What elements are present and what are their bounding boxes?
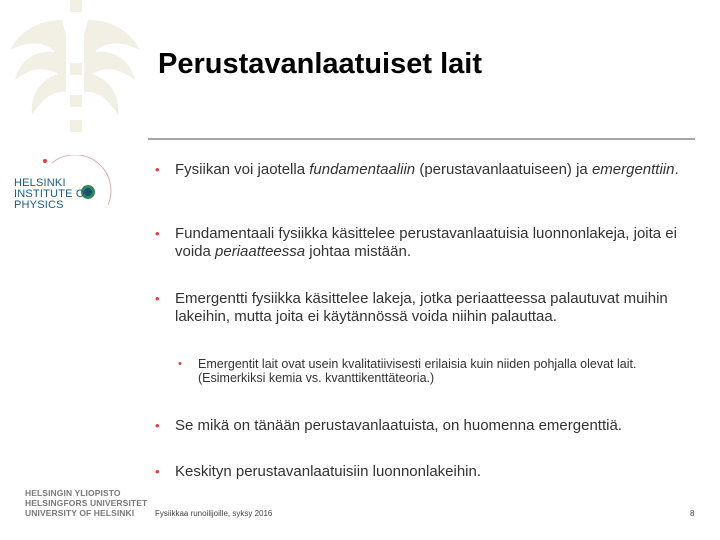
bullet-marker: • bbox=[155, 226, 160, 241]
bullet-3 bbox=[155, 290, 700, 326]
bullet-marker: • bbox=[155, 291, 160, 306]
bullet-5 bbox=[155, 463, 700, 481]
bullet-3-text: Emergentti fysiikka käsittelee lakeja, jotka periaatteessa palautuvat muihin lakeihin, mutta joita ei käytännössä voida niihin palauttaa. bbox=[175, 290, 668, 325]
bullet-1 bbox=[155, 161, 700, 179]
bullet-4 bbox=[155, 417, 700, 435]
bullet-2-text: Fundamentaali fysiikka käsittelee perustavanlaatuisia luonnonlakeja, joita ei voida periaatteessa johtaa mistään. bbox=[175, 225, 677, 260]
hip-logo-line-1: HELSINKI bbox=[14, 177, 66, 189]
bullet-4-text: Se mikä on tänään perustavanlaatuista, on huomenna emergenttiä. bbox=[175, 417, 622, 434]
sub-bullet-1-text: Emergentit lait ovat usein kvalitatiivisesti erilaisia kuin niiden pohjalla olevat lait. (Esimerkiksi kemia vs. kvanttikenttäteoria.) bbox=[198, 357, 637, 385]
bullet-1-text: Fysiikan voi jaotella fundamentaaliin (perustavanlaatuiseen) ja emergenttiin. bbox=[175, 161, 679, 178]
footer-text: Fysiikkaa runoilijoille, syksy 2016 bbox=[155, 509, 273, 518]
bullet-marker: • bbox=[155, 418, 160, 433]
bullet-5-text: Keskityn perustavanlaatuisiin luonnonlakeihin. bbox=[175, 463, 482, 480]
bullet-marker: • bbox=[155, 162, 160, 177]
university-flame-logo bbox=[0, 0, 150, 135]
hip-logo-line-2: INSTITUTE OF bbox=[14, 188, 92, 200]
sub-bullet-marker: • bbox=[178, 358, 182, 370]
sub-bullet-1 bbox=[178, 357, 700, 385]
page-number: 8 bbox=[690, 509, 695, 518]
university-name-fi: HELSINGIN YLIOPISTO bbox=[25, 488, 121, 498]
university-name-sv: HELSINGFORS UNIVERSITET bbox=[25, 498, 148, 508]
title-divider bbox=[148, 138, 695, 140]
university-name bbox=[25, 488, 147, 518]
slide-title: Perustavanlaatuiset lait bbox=[158, 48, 482, 80]
bullet-marker: • bbox=[155, 464, 160, 479]
bullet-2 bbox=[155, 225, 700, 261]
hip-logo-line-3: PHYSICS bbox=[14, 199, 64, 211]
university-name-en: UNIVERSITY OF HELSINKI bbox=[25, 508, 135, 518]
